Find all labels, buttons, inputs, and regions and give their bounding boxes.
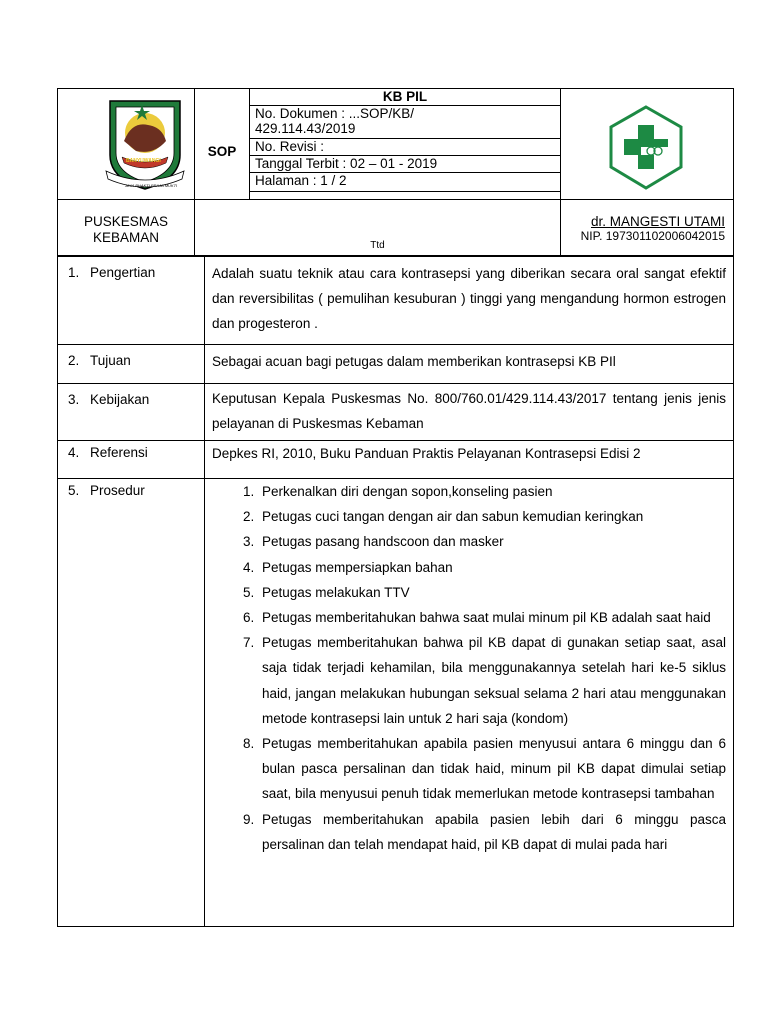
puskesmas-line2: KEBAMAN (92, 230, 160, 245)
section-label: 2. Tujuan (58, 345, 205, 384)
sop-header-table (57, 88, 734, 256)
section-text: Keputusan Kepala Puskesmas No. 800/760.01/429.114.43/2017 tentang jenis jenis pelayanan di Puskesmas Kebaman (205, 384, 734, 441)
procedure-cell (205, 479, 734, 927)
puskesmas-logo-cell (561, 89, 734, 200)
procedure-step: 8. Petugas memberitahukan apabila pasien menyusui antara 6 minggu dan 6 bulan pasca persalinan dan tidak haid, minum pil KB dapat dimulai setiap saat, bila menyusui penuh tidak memerlukan metode kontrasepsi tambahan (258, 731, 726, 807)
crest-cell (58, 89, 195, 200)
procedure-step: 9. Petugas memberitahukan apabila pasien lebih dari 6 minggu pasca persalinan dan telah mendapat haid, pil KB dapat di mulai pada hari (258, 807, 726, 857)
document-title: KB PIL (250, 89, 561, 106)
doc-number (250, 106, 561, 139)
procedure-step: 7. Petugas memberitahukan bahwa pil KB dapat di gunakan setiap saat, asal saja tidak terjadi kehamilan, bila menggunakannya setelah hari ke-5 siklus haid, jangan melakukan hubungan seksual selama 2 hari atau menggunakan metode kontrasepsi lain untuk 2 hari saja (kondom) (258, 630, 726, 731)
document-info-cell (250, 89, 561, 200)
crest-motto: JAYA BHAKTI PRAJA MUKTI (124, 183, 178, 188)
document-info-table (249, 88, 561, 192)
section-row (58, 345, 734, 384)
sop-label: SOP (207, 143, 237, 159)
head-signatory-cell (561, 200, 734, 256)
procedure-step: 5. Petugas melakukan TTV (258, 580, 726, 605)
page-number: Halaman : 1 / 2 (250, 173, 561, 192)
head-name: dr. MANGESTI UTAMI (590, 214, 725, 229)
procedure-list (212, 479, 726, 857)
section-label: 4. Referensi (58, 441, 205, 479)
puskesmas-name-cell (58, 200, 195, 256)
section-row (58, 479, 734, 927)
procedure-step: 3. Petugas pasang handscoon dan masker (258, 529, 726, 554)
ttd-label: Ttd (370, 240, 385, 251)
procedure-step: 1. Perkenalkan diri dengan sopon,konseling pasien (258, 479, 726, 504)
doc-number-label: No. Dokumen : ...SOP/KB/ (255, 106, 415, 121)
section-label: 5. Prosedur (58, 479, 205, 927)
head-nip: NIP. 197301102006042015 (580, 229, 725, 243)
section-row (58, 257, 734, 345)
sop-body-table (57, 256, 734, 927)
section-text: Depkes RI, 2010, Buku Panduan Praktis Pelayanan Kontrasepsi Edisi 2 (205, 441, 734, 479)
section-row (58, 384, 734, 441)
revision-number: No. Revisi : (250, 139, 561, 156)
puskesmas-logo-icon (605, 103, 687, 193)
section-label: 1. Pengertian (58, 257, 205, 345)
section-row (58, 441, 734, 479)
puskesmas-line1: PUSKESMAS (83, 214, 169, 229)
banyuwangi-crest-icon (102, 97, 188, 193)
crest-text: BANYUWANGI (126, 158, 161, 164)
procedure-step: 6. Petugas memberitahukan bahwa saat mulai minum pil KB adalah saat haid (258, 605, 726, 630)
sop-label-cell (195, 89, 250, 200)
section-text: Adalah suatu teknik atau cara kontrasepsi yang diberikan secara oral sangat efektif dan reversibilitas ( pemulihan kesuburan ) tinggi yang mengandung hormon estrogen dan progesteron . (205, 257, 734, 345)
issue-date: Tanggal Terbit : 02 – 01 - 2019 (250, 156, 561, 173)
procedure-step: 4. Petugas mempersiapkan bahan (258, 555, 726, 580)
doc-number-cont: 429.114.43/2019 (255, 121, 356, 136)
signature-cell (195, 200, 561, 256)
section-text: Sebagai acuan bagi petugas dalam memberikan kontrasepsi KB PIl (205, 345, 734, 384)
procedure-step: 2. Petugas cuci tangan dengan air dan sabun kemudian keringkan (258, 504, 726, 529)
section-label: 3. Kebijakan (58, 384, 205, 441)
